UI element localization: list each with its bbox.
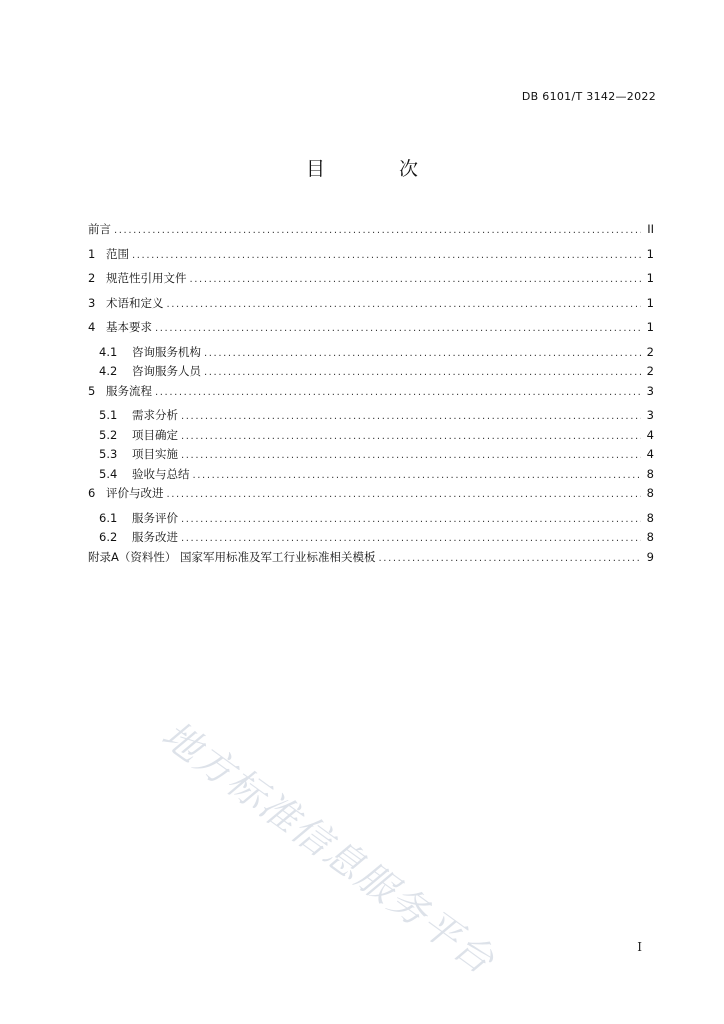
toc-leader-dots bbox=[155, 323, 641, 334]
toc-entry-page: 1 bbox=[646, 295, 654, 310]
toc-entry-4-2[interactable] bbox=[88, 363, 654, 383]
toc-entry-number: 3 bbox=[88, 295, 96, 310]
toc-entry-page: II bbox=[647, 222, 654, 236]
toc-entry-number: 5.1 bbox=[99, 408, 118, 422]
toc-entry-number: 2 bbox=[88, 271, 96, 285]
toc-entry-label: 服务改进 bbox=[132, 530, 178, 544]
toc-entry-number: 1 bbox=[88, 246, 96, 261]
toc-leader-dots bbox=[114, 225, 641, 236]
toc-entry-label: 服务流程 bbox=[106, 383, 152, 398]
toc-entry-label: 基本要求 bbox=[106, 320, 152, 334]
toc-entry-1[interactable] bbox=[88, 246, 654, 271]
toc-leader-dots bbox=[155, 387, 641, 398]
toc-entry-page: 1 bbox=[646, 246, 654, 261]
toc-entry-label: 术语和定义 bbox=[106, 295, 164, 310]
toc-leader-dots bbox=[181, 431, 641, 442]
toc-leader-dots bbox=[204, 367, 641, 378]
toc-entry-label: 服务评价 bbox=[132, 510, 178, 525]
toc-entry-appendix-a[interactable] bbox=[88, 549, 654, 574]
toc-entry-number: 6.1 bbox=[99, 510, 118, 525]
toc-entry-page: 3 bbox=[646, 408, 654, 422]
toc-entry-5-1[interactable] bbox=[88, 407, 654, 427]
toc-entry-foreword[interactable] bbox=[88, 221, 654, 246]
toc-leader-dots bbox=[181, 411, 641, 422]
toc-entry-number: 5.3 bbox=[99, 447, 118, 461]
toc-entry-page: 3 bbox=[646, 383, 654, 398]
toc-entry-4-1[interactable] bbox=[88, 344, 654, 364]
toc-leader-dots bbox=[181, 450, 641, 461]
toc-entry-page: 9 bbox=[646, 549, 654, 564]
toc-entry-number: 6 bbox=[88, 486, 96, 500]
toc-entry-page: 4 bbox=[646, 447, 654, 461]
toc-leader-dots bbox=[204, 348, 641, 359]
toc-entry-label: 项目确定 bbox=[132, 427, 178, 442]
standard-code: DB 6101/T 3142—2022 bbox=[521, 90, 656, 103]
toc-leader-dots bbox=[379, 553, 641, 564]
toc-entry-label: 前言 bbox=[88, 222, 111, 236]
toc-entry-label: 咨询服务人员 bbox=[132, 364, 201, 378]
toc-entry-number: 5.4 bbox=[99, 466, 118, 481]
toc-entry-6-1[interactable] bbox=[88, 510, 654, 530]
toc-entry-label: 附录A（资料性） 国家军用标准及军工行业标准相关模板 bbox=[88, 549, 376, 564]
toc-entry-4[interactable] bbox=[88, 319, 654, 344]
toc-entry-number: 4.2 bbox=[99, 364, 118, 378]
toc-entry-number: 5 bbox=[88, 383, 96, 398]
toc-entry-number: 4.1 bbox=[99, 344, 118, 359]
toc-entry-label: 验收与总结 bbox=[132, 466, 190, 481]
toc-entry-6[interactable] bbox=[88, 485, 654, 510]
toc-entry-page: 1 bbox=[646, 320, 654, 334]
toc-entry-label: 规范性引用文件 bbox=[106, 271, 187, 285]
toc-entry-page: 1 bbox=[646, 271, 654, 285]
watermark-text: 地方标准信息服务平台 bbox=[153, 712, 504, 984]
toc-entry-page: 8 bbox=[646, 486, 654, 500]
toc-entry-number: 5.2 bbox=[99, 427, 118, 442]
toc-entry-label: 项目实施 bbox=[132, 447, 178, 461]
toc-leader-dots bbox=[132, 250, 641, 261]
toc-entry-label: 评价与改进 bbox=[106, 486, 164, 500]
toc-entry-5-2[interactable] bbox=[88, 427, 654, 447]
toc-leader-dots bbox=[181, 533, 641, 544]
toc-leader-dots bbox=[190, 274, 642, 285]
toc-entry-6-2[interactable] bbox=[88, 529, 654, 549]
table-of-contents bbox=[88, 221, 654, 573]
toc-leader-dots bbox=[167, 489, 642, 500]
toc-entry-number: 4 bbox=[88, 320, 96, 334]
toc-entry-label: 范围 bbox=[106, 246, 129, 261]
toc-leader-dots bbox=[181, 514, 641, 525]
page-number: I bbox=[637, 940, 642, 954]
toc-entry-page: 4 bbox=[646, 427, 654, 442]
toc-leader-dots bbox=[167, 299, 642, 310]
toc-entry-5[interactable] bbox=[88, 383, 654, 408]
toc-entry-page: 8 bbox=[646, 466, 654, 481]
toc-entry-page: 2 bbox=[646, 364, 654, 378]
toc-leader-dots bbox=[193, 470, 642, 481]
toc-entry-2[interactable] bbox=[88, 270, 654, 295]
toc-entry-page: 8 bbox=[646, 510, 654, 525]
toc-entry-page: 8 bbox=[646, 530, 654, 544]
toc-entry-5-4[interactable] bbox=[88, 466, 654, 486]
toc-entry-label: 咨询服务机构 bbox=[132, 344, 201, 359]
toc-entry-page: 2 bbox=[646, 344, 654, 359]
toc-entry-label: 需求分析 bbox=[132, 408, 178, 422]
page-title: 目 次 bbox=[305, 158, 453, 180]
toc-entry-3[interactable] bbox=[88, 295, 654, 320]
toc-entry-5-3[interactable] bbox=[88, 446, 654, 466]
toc-entry-number: 6.2 bbox=[99, 530, 118, 544]
